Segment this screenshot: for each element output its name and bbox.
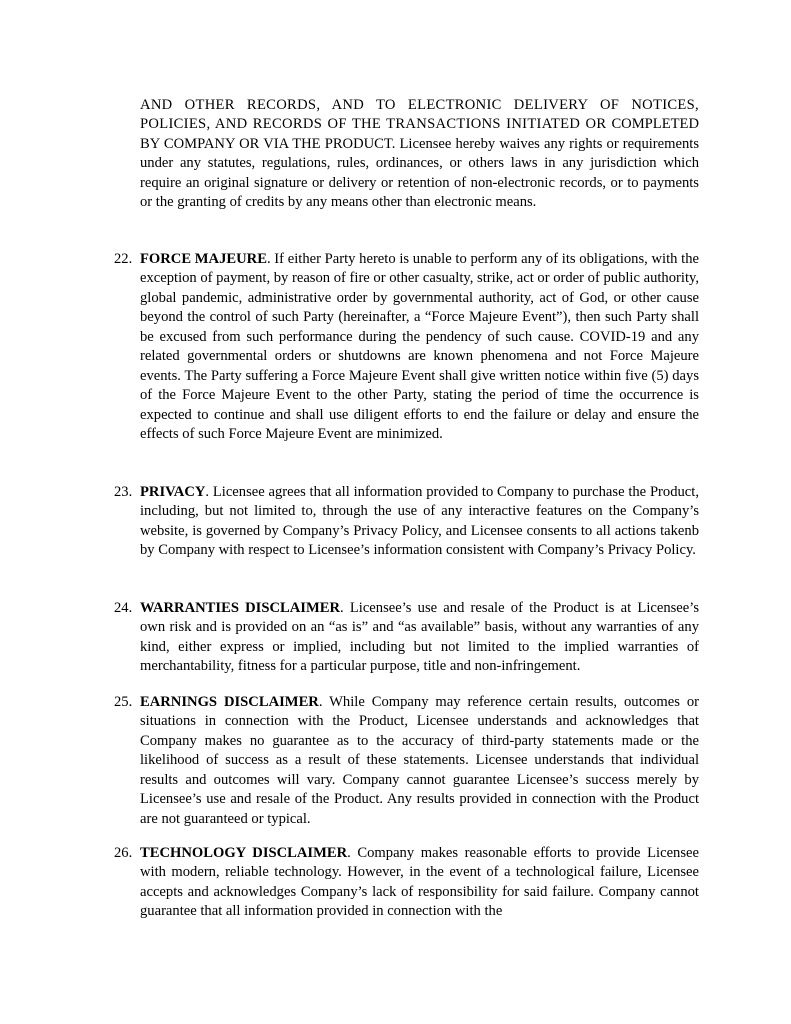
continuation-text: Licensee hereby waives any rights or requirements under any statutes, regulations, rules, ordinances, or others laws in any jurisdiction which require an original signature or delivery or retention of non-electronic records, or to payments or the granting of credits by any means other than electronic means.: [140, 135, 699, 211]
section-number: 25.: [114, 694, 133, 710]
section-number: 26.: [114, 845, 133, 861]
section-heading: PRIVACY: [140, 484, 206, 500]
section-body: . If either Party hereto is unable to perform any of its obligations, with the exception of payment, by reason of fire or other casualty, strike, act or order of public authority, global pandemic, administrative order by governmental authority, act of God, or other cause beyond the control of such Party (hereinafter, a “Force Majeure Event”), then such Party shall be excused from such performance during the pendency of such cause. COVID-19 and any related governmental orders or shutdowns are known phenomena and not Force Majeure events. The Party suffering a Force Majeure Event shall give written notice within five (5) days of the Force Majeure Event to the other Party, stating the period of time the occurrence is expected to continue and shall use diligent efforts to end the failure or delay and ensure the effects of such Force Majeure Event are minimized.: [140, 251, 699, 443]
caps-line-2: POLICIES, AND RECORDS OF THE TRANSACTIONS INITIATED OR: [140, 116, 607, 133]
section-heading: WARRANTIES DISCLAIMER: [140, 600, 341, 616]
section-heading: EARNINGS DISCLAIMER: [140, 694, 319, 710]
section-number: 23.: [114, 484, 133, 500]
section-number: 24.: [114, 600, 133, 616]
section-body: . Licensee’s use and resale of the Product is at Licensee’s own risk and is provided on an “as is” and “as available” basis, without any warranties of any kind, either express or implied, including but not limited to the implied warranties of merchantability, fitness for a particular purpose, title and non-infringement.: [140, 600, 699, 675]
continuation-paragraph: [140, 96, 699, 213]
section-23: [114, 483, 699, 561]
section-body: . Licensee agrees that all information provided to Company to purchase the Product, including, but not limited to, through the use of any interactive features on the Company’s website, is governed by Company’s Privacy Policy, and Licensee consents to all actions takenb by Company with respect to Licensee’s information consistent with Company’s Privacy Policy.: [140, 484, 699, 559]
section-number: 22.: [114, 251, 133, 267]
caps-line-3: COMPLETED BY COMPANY OR VIA THE PRODUCT.: [140, 116, 699, 152]
section-26: [114, 844, 699, 922]
caps-line-1: AND OTHER RECORDS, AND TO ELECTRONIC DELIVERY OF NOTICES,: [140, 97, 699, 113]
section-heading: TECHNOLOGY DISCLAIMER: [140, 845, 348, 861]
section-heading: FORCE MAJEURE: [140, 251, 267, 267]
section-body: . Company makes reasonable efforts to provide Licensee with modern, reliable technology. However, in the event of a technological failure, Licensee accepts and acknowledges Company’s lack of responsibility for said failure. Company cannot guarantee that all information provided in connection with the: [140, 845, 699, 920]
section-25: [114, 693, 699, 829]
section-24: [114, 599, 699, 677]
section-body: . While Company may reference certain results, outcomes or situations in connection with the Product, Licensee understands and acknowledges that Company makes no guarantee as to the accuracy of third-party statements made or the likelihood of success as a result of these statements. Licensee understands that individual results and outcomes will vary. Company cannot guarantee Licensee’s success merely by Licensee’s use and resale of the Product. Any results provided in connection with the Product are not guaranteed or typical.: [140, 694, 699, 827]
section-22: [114, 250, 699, 445]
